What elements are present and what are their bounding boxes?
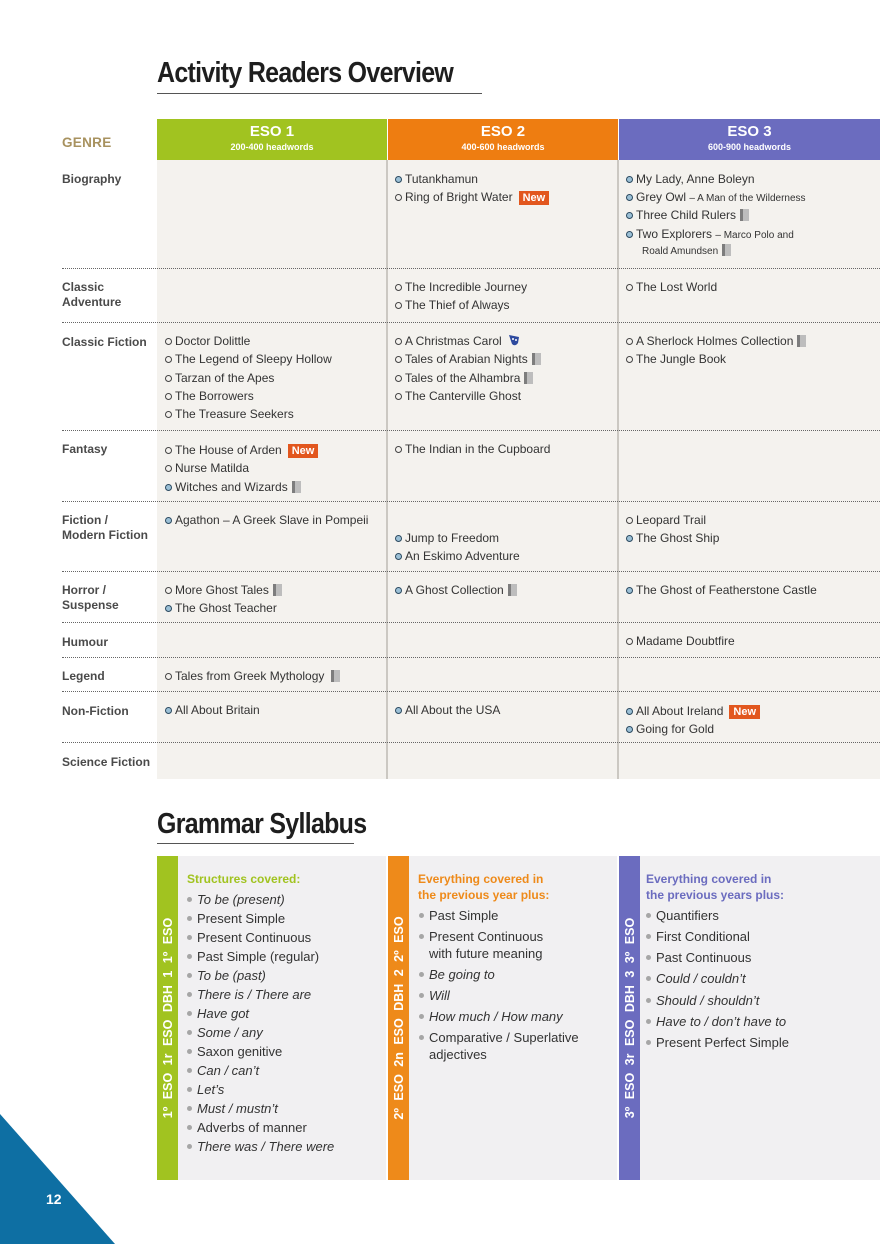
- circle-bullet: [395, 535, 402, 542]
- genre-horror: Horror / Suspense: [62, 583, 119, 612]
- bullet-dot: [187, 916, 192, 921]
- row-divider: [62, 657, 880, 658]
- bullet-dot: [419, 1014, 424, 1019]
- bullet-dot: [419, 993, 424, 998]
- book-item: Grey Owl – A Man of the Wilderness: [626, 190, 806, 206]
- book-item: The Treasure Seekers: [165, 407, 294, 422]
- book-item: Agathon – A Greek Slave in Pompeii: [165, 513, 368, 528]
- level-headwords: 200-400 headwords: [230, 142, 314, 152]
- book-item: The Ghost Ship: [626, 531, 719, 546]
- genre-science-fiction: Science Fiction: [62, 755, 151, 769]
- book-item: Witches and Wizards: [165, 480, 301, 495]
- grammar-item: Can / can’t: [197, 1062, 259, 1079]
- bullet-dot: [419, 1035, 424, 1040]
- circle-bullet: [626, 284, 633, 291]
- circle-bullet: [395, 176, 402, 183]
- bullet-dot: [187, 1068, 192, 1073]
- book-item: All About Ireland New: [626, 704, 760, 719]
- level-headwords: 400-600 headwords: [461, 142, 545, 152]
- book-item: The Indian in the Cupboard: [395, 442, 550, 457]
- genre-fantasy: Fantasy: [62, 442, 108, 456]
- book-item: Tarzan of the Apes: [165, 371, 274, 386]
- circle-bullet: [626, 517, 633, 524]
- book-item: Tales from Greek Mythology: [165, 669, 340, 684]
- grammar-item: Should / shouldn’t: [656, 992, 759, 1009]
- circle-bullet: [626, 212, 633, 219]
- grammar-item: Adverbs of manner: [197, 1119, 307, 1136]
- row-divider: [62, 742, 880, 743]
- book-item: Going for Gold: [626, 722, 714, 737]
- level-header-eso2: [388, 119, 618, 160]
- book-item: Doctor Dolittle: [165, 334, 250, 349]
- book-item: The House of Arden New: [165, 443, 318, 458]
- grammar-title: Grammar Syllabus: [157, 808, 367, 840]
- genre-fiction: Fiction / Modern Fiction: [62, 513, 148, 542]
- column-divider: [386, 160, 388, 779]
- book-item: The Legend of Sleepy Hollow: [165, 352, 332, 367]
- circle-bullet: [395, 553, 402, 560]
- level-header-eso1: [157, 119, 387, 160]
- grammar-item: Will: [429, 987, 450, 1004]
- book-item: The Ghost Teacher: [165, 601, 277, 616]
- book-item: Tutankhamun: [395, 172, 478, 187]
- bullet-dot: [187, 1087, 192, 1092]
- book-item: My Lady, Anne Boleyn: [626, 172, 755, 187]
- bullet-dot: [646, 998, 651, 1003]
- book-item: Ring of Bright Water New: [395, 190, 549, 205]
- circle-bullet: [165, 707, 172, 714]
- row-divider: [62, 430, 880, 431]
- grammar-title-rule: [157, 843, 354, 844]
- circle-bullet: [395, 284, 402, 291]
- bullet-dot: [419, 972, 424, 977]
- book-item: The Incredible Journey: [395, 280, 527, 295]
- circle-bullet: [626, 535, 633, 542]
- circle-bullet: [395, 393, 402, 400]
- grammar-heading: the previous year plus:: [418, 888, 550, 902]
- bullet-dot: [419, 934, 424, 939]
- grammar-item: There is / There are: [197, 986, 311, 1003]
- book-item: Nurse Matilda: [165, 461, 249, 476]
- circle-bullet: [626, 176, 633, 183]
- circle-bullet: [626, 356, 633, 363]
- bullet-dot: [646, 976, 651, 981]
- book-item: A Christmas Carol: [395, 334, 520, 349]
- bullet-dot: [187, 1030, 192, 1035]
- page-corner-triangle: [0, 1114, 115, 1244]
- readers-title: Activity Readers Overview: [157, 57, 454, 89]
- grammar-item: Present Simple: [197, 910, 285, 927]
- genre-legend: Legend: [62, 669, 105, 683]
- book-item: A Ghost Collection: [395, 583, 517, 598]
- bullet-dot: [187, 1106, 192, 1111]
- bullet-dot: [187, 954, 192, 959]
- grammar-item: Past Continuous: [656, 949, 751, 966]
- grammar-item: To be (present): [197, 891, 285, 908]
- book-icon: [532, 353, 541, 365]
- circle-bullet: [165, 393, 172, 400]
- grammar-item: Be going to: [429, 966, 495, 983]
- circle-bullet: [395, 194, 402, 201]
- grammar-item: There was / There were: [197, 1138, 334, 1155]
- circle-bullet: [165, 356, 172, 363]
- grammar-heading: the previous years plus:: [646, 888, 785, 902]
- circle-bullet: [395, 338, 402, 345]
- bullet-dot: [187, 992, 192, 997]
- row-divider: [62, 571, 880, 572]
- grammar-item: Must / mustn’t: [197, 1100, 278, 1117]
- circle-bullet: [626, 587, 633, 594]
- circle-bullet: [395, 375, 402, 382]
- readers-title-rule: [157, 93, 482, 94]
- book-icon: [797, 335, 806, 347]
- circle-bullet: [395, 446, 402, 453]
- circle-bullet: [165, 484, 172, 491]
- strip-label: 1º ESO 1r ESO DBH 1 1º ESO: [160, 917, 175, 1119]
- book-item: Tales of Arabian Nights: [395, 352, 541, 367]
- bullet-dot: [646, 1019, 651, 1024]
- page-number: 12: [46, 1191, 62, 1207]
- book-item-continued: Roald Amundsen: [642, 243, 731, 259]
- level-header-eso3: [619, 119, 880, 160]
- row-divider: [62, 622, 880, 623]
- book-icon: [740, 209, 749, 221]
- grammar-item: Past Simple (regular): [197, 948, 319, 965]
- book-item: The Thief of Always: [395, 298, 510, 313]
- circle-bullet: [626, 194, 633, 201]
- bullet-dot: [187, 935, 192, 940]
- bullet-dot: [646, 1040, 651, 1045]
- strip-label: 3º ESO 3r ESO DBH 3 3º ESO: [622, 917, 637, 1119]
- book-item: The Lost World: [626, 280, 717, 295]
- book-item: The Canterville Ghost: [395, 389, 521, 404]
- book-item: Three Child Rulers: [626, 208, 749, 223]
- grammar-item: Have got: [197, 1005, 249, 1022]
- grammar-item: Quantifiers: [656, 907, 719, 924]
- grammar-item: Have to / don’t have to: [656, 1013, 786, 1030]
- circle-bullet: [626, 638, 633, 645]
- grammar-level-strip-3: [619, 856, 640, 1180]
- column-divider: [617, 160, 619, 779]
- bullet-dot: [187, 1049, 192, 1054]
- circle-bullet: [165, 338, 172, 345]
- book-item: Jump to Freedom: [395, 531, 499, 546]
- genre-classic-adventure: Classic Adventure: [62, 280, 122, 309]
- circle-bullet: [395, 302, 402, 309]
- row-divider: [62, 268, 880, 269]
- new-badge: New: [519, 191, 550, 205]
- row-divider: [62, 322, 880, 323]
- circle-bullet: [165, 517, 172, 524]
- grammar-item: Present Continuous: [429, 928, 543, 945]
- level-name: ESO 3: [727, 123, 772, 140]
- circle-bullet: [165, 375, 172, 382]
- circle-bullet: [395, 707, 402, 714]
- level-headwords: 600-900 headwords: [707, 142, 792, 152]
- row-divider: [62, 501, 880, 502]
- bullet-dot: [187, 1011, 192, 1016]
- book-item: Madame Doubtfire: [626, 634, 735, 649]
- grammar-item: First Conditional: [656, 928, 750, 945]
- mask-icon: [508, 334, 520, 347]
- circle-bullet: [165, 411, 172, 418]
- circle-bullet: [165, 447, 172, 454]
- book-item: Two Explorers – Marco Polo and: [626, 227, 794, 243]
- genre-header: GENRE: [62, 135, 112, 150]
- bullet-dot: [419, 913, 424, 918]
- circle-bullet: [165, 587, 172, 594]
- circle-bullet: [626, 338, 633, 345]
- grammar-item: How much / How many: [429, 1008, 563, 1025]
- new-badge: New: [288, 444, 319, 458]
- book-item: All About Britain: [165, 703, 260, 718]
- circle-bullet: [395, 587, 402, 594]
- table-body: [157, 160, 880, 779]
- genre-classic-fiction: Classic Fiction: [62, 335, 147, 349]
- book-item: The Borrowers: [165, 389, 254, 404]
- grammar-level-strip-2: [388, 856, 409, 1180]
- circle-bullet: [165, 673, 172, 680]
- bullet-dot: [646, 934, 651, 939]
- grammar-item: Saxon genitive: [197, 1043, 282, 1060]
- genre-non-fiction: Non-Fiction: [62, 704, 129, 718]
- grammar-item: Present Continuous: [197, 929, 311, 946]
- genre-humour: Humour: [62, 635, 108, 649]
- book-item: Leopard Trail: [626, 513, 706, 528]
- grammar-item-continued: with future meaning: [429, 946, 543, 961]
- circle-bullet: [626, 708, 633, 715]
- genre-biography: Biography: [62, 172, 122, 186]
- book-icon: [273, 584, 282, 596]
- grammar-item: Could / couldn’t: [656, 970, 746, 987]
- book-item: More Ghost Tales: [165, 583, 282, 598]
- circle-bullet: [626, 726, 633, 733]
- book-item: A Sherlock Holmes Collection: [626, 334, 806, 349]
- grammar-item: Present Perfect Simple: [656, 1034, 789, 1051]
- grammar-item: Past Simple: [429, 907, 498, 924]
- grammar-item: Comparative / Superlative: [429, 1029, 579, 1046]
- bullet-dot: [187, 1125, 192, 1130]
- book-item: The Ghost of Featherstone Castle: [626, 583, 817, 598]
- row-divider: [62, 691, 880, 692]
- grammar-heading: Everything covered in: [646, 872, 772, 886]
- circle-bullet: [626, 231, 633, 238]
- book-item: All About the USA: [395, 703, 500, 718]
- grammar-item-continued: adjectives: [429, 1047, 487, 1062]
- bullet-dot: [187, 897, 192, 902]
- grammar-heading: Structures covered:: [187, 872, 301, 886]
- circle-bullet: [395, 356, 402, 363]
- grammar-item: To be (past): [197, 967, 266, 984]
- grammar-item: Let’s: [197, 1081, 224, 1098]
- book-item: The Jungle Book: [626, 352, 726, 367]
- bullet-dot: [187, 1144, 192, 1149]
- circle-bullet: [165, 465, 172, 472]
- bullet-dot: [646, 913, 651, 918]
- bullet-dot: [646, 955, 651, 960]
- book-icon: [722, 244, 731, 256]
- book-icon: [524, 372, 533, 384]
- strip-label: 2º ESO 2n ESO DBH 2 2º ESO: [391, 916, 406, 1120]
- circle-bullet: [165, 605, 172, 612]
- book-item: Tales of the Alhambra: [395, 371, 533, 386]
- book-icon: [508, 584, 517, 596]
- grammar-level-strip-1: [157, 856, 178, 1180]
- grammar-item: Some / any: [197, 1024, 263, 1041]
- book-icon: [331, 670, 340, 682]
- grammar-heading: Everything covered in: [418, 872, 544, 886]
- level-name: ESO 2: [480, 123, 526, 140]
- book-item: An Eskimo Adventure: [395, 549, 520, 564]
- bullet-dot: [187, 973, 192, 978]
- book-icon: [292, 481, 301, 493]
- new-badge: New: [729, 705, 760, 719]
- level-name: ESO 1: [249, 123, 295, 140]
